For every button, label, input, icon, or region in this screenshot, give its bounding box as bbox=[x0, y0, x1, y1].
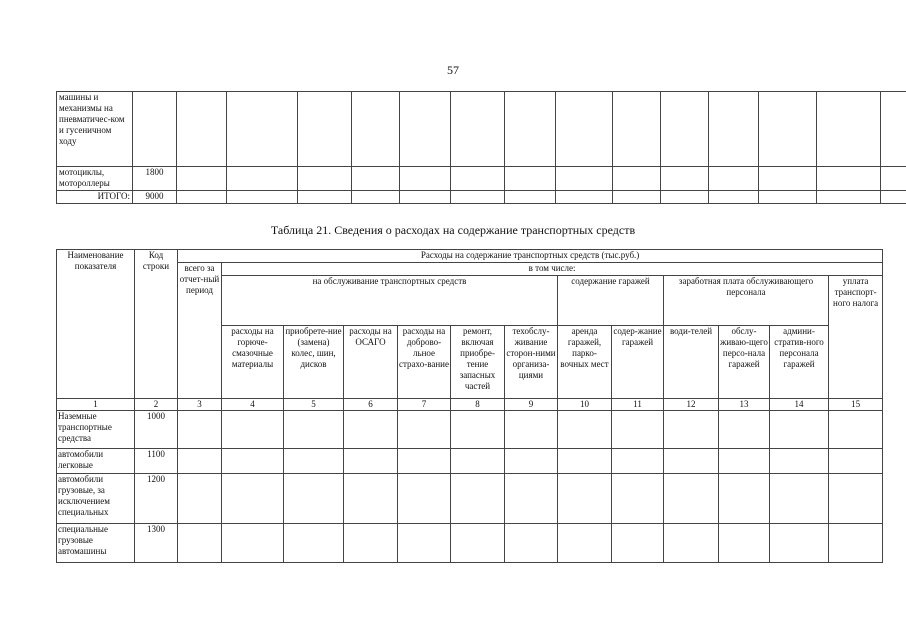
empty-cell bbox=[451, 191, 505, 204]
subheader-fuel: расходы на горюче-смазочные материалы bbox=[222, 326, 284, 399]
empty-cell bbox=[558, 474, 612, 524]
empty-cell bbox=[352, 167, 400, 191]
subheader-drivers: води-телей bbox=[664, 326, 719, 399]
empty-cell bbox=[613, 191, 661, 204]
empty-cell bbox=[759, 167, 817, 191]
row-name: мотоциклы, мотороллеры bbox=[57, 167, 133, 191]
col-number: 5 bbox=[284, 399, 344, 411]
empty-cell bbox=[881, 92, 906, 167]
empty-cell bbox=[881, 191, 906, 204]
empty-cell bbox=[227, 167, 298, 191]
empty-cell bbox=[344, 411, 398, 449]
empty-cell bbox=[398, 524, 451, 563]
col-number: 4 bbox=[222, 399, 284, 411]
empty-cell bbox=[227, 191, 298, 204]
empty-cell bbox=[400, 92, 451, 167]
empty-cell bbox=[227, 92, 298, 167]
row-code: 9000 bbox=[133, 191, 177, 204]
empty-cell bbox=[344, 524, 398, 563]
empty-cell bbox=[222, 524, 284, 563]
empty-cell bbox=[177, 92, 227, 167]
empty-cell bbox=[664, 449, 719, 474]
empty-cell bbox=[284, 524, 344, 563]
empty-cell bbox=[505, 191, 556, 204]
empty-cell bbox=[505, 92, 556, 167]
col-number: 9 bbox=[505, 399, 558, 411]
subheader-garage-upkeep: содер-жание гаражей bbox=[612, 326, 664, 399]
empty-cell bbox=[558, 411, 612, 449]
empty-cell bbox=[398, 474, 451, 524]
row-code: 1000 bbox=[135, 411, 178, 449]
subheader-garage-rent: аренда гаражей, парко-вочных мест bbox=[558, 326, 612, 399]
empty-cell bbox=[759, 92, 817, 167]
empty-cell bbox=[612, 411, 664, 449]
row-code: 1200 bbox=[135, 474, 178, 524]
empty-cell bbox=[284, 449, 344, 474]
empty-cell bbox=[177, 167, 227, 191]
row-code: 1800 bbox=[133, 167, 177, 191]
empty-cell bbox=[451, 411, 505, 449]
col-number: 14 bbox=[770, 399, 829, 411]
top-table bbox=[56, 91, 906, 204]
empty-cell bbox=[178, 411, 222, 449]
subheader-osago: расходы на ОСАГО bbox=[344, 326, 398, 399]
empty-cell bbox=[829, 411, 883, 449]
empty-cell bbox=[178, 524, 222, 563]
empty-cell bbox=[829, 449, 883, 474]
header-expenses: Расходы на содержание транспортных средств (тыс.руб.) bbox=[178, 250, 883, 263]
col-number: 2 bbox=[135, 399, 178, 411]
col-number: 8 bbox=[451, 399, 505, 411]
empty-cell bbox=[505, 474, 558, 524]
page-number: 57 bbox=[447, 63, 459, 77]
row-name: ИТОГО: bbox=[57, 191, 133, 204]
col-number: 6 bbox=[344, 399, 398, 411]
table-row bbox=[57, 92, 906, 167]
empty-cell bbox=[222, 449, 284, 474]
col-number: 10 bbox=[558, 399, 612, 411]
empty-cell bbox=[664, 524, 719, 563]
empty-cell bbox=[178, 449, 222, 474]
header-tax: уплата транспорт-ного налога bbox=[829, 276, 883, 399]
header-code: Код строки bbox=[135, 250, 178, 399]
empty-cell bbox=[558, 524, 612, 563]
col-number: 13 bbox=[719, 399, 770, 411]
expenses-table bbox=[56, 249, 883, 563]
table-row bbox=[57, 474, 883, 524]
table-row bbox=[57, 191, 906, 204]
header-including: в том числе: bbox=[222, 263, 883, 276]
empty-cell bbox=[759, 191, 817, 204]
empty-cell bbox=[664, 474, 719, 524]
empty-cell bbox=[770, 449, 829, 474]
col-number: 11 bbox=[612, 399, 664, 411]
header-name: Наименование показателя bbox=[57, 250, 135, 399]
empty-cell bbox=[719, 411, 770, 449]
table-row bbox=[57, 411, 883, 449]
empty-cell bbox=[298, 167, 352, 191]
header-total: всего за отчет-ный период bbox=[178, 263, 222, 399]
empty-cell bbox=[881, 167, 906, 191]
header-wages: заработная плата обслуживающего персонала bbox=[664, 276, 829, 326]
empty-cell bbox=[719, 524, 770, 563]
empty-cell bbox=[829, 474, 883, 524]
empty-cell bbox=[817, 92, 881, 167]
empty-cell bbox=[661, 92, 709, 167]
empty-cell bbox=[829, 524, 883, 563]
empty-cell bbox=[661, 191, 709, 204]
table-caption: Таблица 21. Сведения о расходах на содержание транспортных средств bbox=[270, 223, 636, 237]
empty-cell bbox=[284, 411, 344, 449]
empty-cell bbox=[284, 474, 344, 524]
empty-cell bbox=[770, 474, 829, 524]
row-code: 1300 bbox=[135, 524, 178, 563]
empty-cell bbox=[709, 92, 759, 167]
col-number: 1 bbox=[57, 399, 135, 411]
empty-cell bbox=[709, 167, 759, 191]
empty-cell bbox=[664, 411, 719, 449]
empty-cell bbox=[451, 474, 505, 524]
col-number: 15 bbox=[829, 399, 883, 411]
empty-cell bbox=[612, 474, 664, 524]
empty-cell bbox=[451, 449, 505, 474]
col-number: 12 bbox=[664, 399, 719, 411]
empty-cell bbox=[556, 191, 613, 204]
empty-cell bbox=[352, 191, 400, 204]
empty-cell bbox=[398, 449, 451, 474]
table-row bbox=[57, 449, 883, 474]
empty-cell bbox=[222, 411, 284, 449]
row-name: Наземные транспортные средства bbox=[57, 411, 135, 449]
empty-cell bbox=[298, 92, 352, 167]
subheader-service-staff: обслу-живаю-щего персо-нала гаражей bbox=[719, 326, 770, 399]
empty-cell bbox=[613, 92, 661, 167]
empty-cell bbox=[298, 191, 352, 204]
empty-cell bbox=[505, 449, 558, 474]
empty-cell bbox=[344, 474, 398, 524]
row-name: автомобили грузовые, за исключением специальных bbox=[57, 474, 135, 524]
empty-cell bbox=[770, 524, 829, 563]
empty-cell bbox=[177, 191, 227, 204]
empty-cell bbox=[817, 167, 881, 191]
empty-cell bbox=[556, 92, 613, 167]
subheader-repair: ремонт, включая приобре-тение запасных частей bbox=[451, 326, 505, 399]
empty-cell bbox=[817, 191, 881, 204]
empty-cell bbox=[451, 524, 505, 563]
table-row bbox=[57, 524, 883, 563]
empty-cell bbox=[505, 167, 556, 191]
empty-cell bbox=[612, 524, 664, 563]
empty-cell bbox=[398, 411, 451, 449]
empty-cell bbox=[400, 191, 451, 204]
subheader-voluntary-insurance: расходы на доброво-льное страхо-вание bbox=[398, 326, 451, 399]
empty-cell bbox=[344, 449, 398, 474]
row-code bbox=[133, 92, 177, 167]
subheader-wheels: приобрете-ние (замена) колес, шин, дисков bbox=[284, 326, 344, 399]
col-number: 3 bbox=[178, 399, 222, 411]
row-name: специальные грузовые автомашины bbox=[57, 524, 135, 563]
empty-cell bbox=[719, 449, 770, 474]
subheader-maintenance: техобслу-живание сторон-ними организа-циями bbox=[505, 326, 558, 399]
empty-cell bbox=[558, 449, 612, 474]
empty-cell bbox=[505, 524, 558, 563]
row-name: автомобили легковые bbox=[57, 449, 135, 474]
column-numbers-row bbox=[57, 399, 883, 411]
empty-cell bbox=[451, 167, 505, 191]
header-garage: содержание гаражей bbox=[558, 276, 664, 326]
row-name: машины и механизмы на пневматичес-ком и гусеничном ходу bbox=[57, 92, 133, 167]
empty-cell bbox=[661, 167, 709, 191]
header-service: на обслуживание транспортных средств bbox=[222, 276, 558, 326]
subheader-admin-staff: админи-стратив-ного персонала гаражей bbox=[770, 326, 829, 399]
empty-cell bbox=[400, 167, 451, 191]
empty-cell bbox=[770, 411, 829, 449]
empty-cell bbox=[613, 167, 661, 191]
empty-cell bbox=[719, 474, 770, 524]
empty-cell bbox=[352, 92, 400, 167]
empty-cell bbox=[451, 92, 505, 167]
table-row bbox=[57, 167, 906, 191]
empty-cell bbox=[612, 449, 664, 474]
empty-cell bbox=[709, 191, 759, 204]
col-number: 7 bbox=[398, 399, 451, 411]
empty-cell bbox=[178, 474, 222, 524]
empty-cell bbox=[556, 167, 613, 191]
empty-cell bbox=[505, 411, 558, 449]
row-code: 1100 bbox=[135, 449, 178, 474]
empty-cell bbox=[222, 474, 284, 524]
